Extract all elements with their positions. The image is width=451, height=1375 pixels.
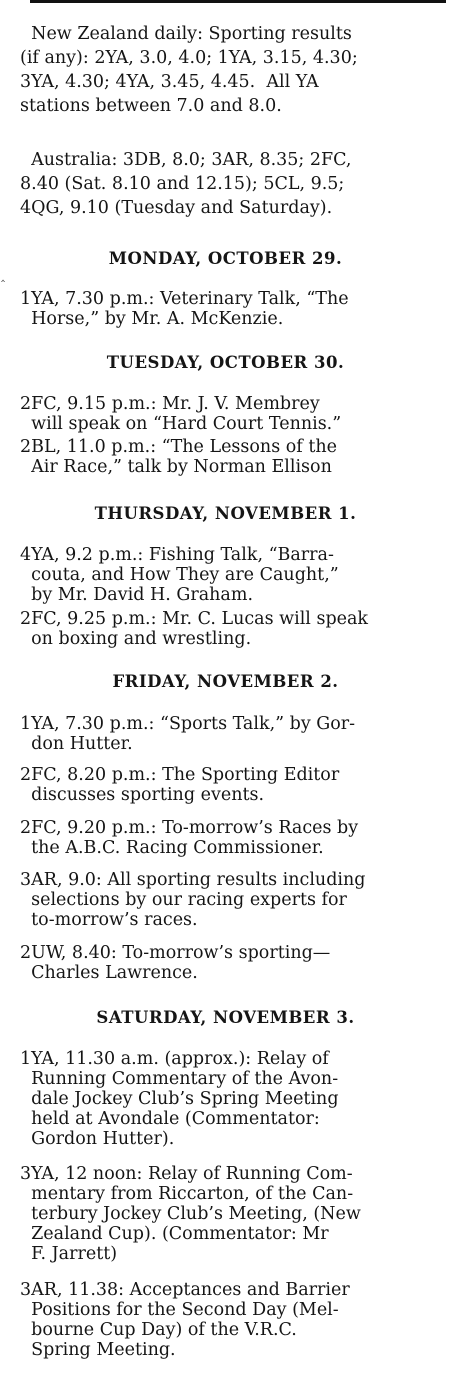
day-heading-saturday: SATURDAY, NOVEMBER 3.: [96, 1008, 355, 1027]
entry-thursday-1: 4YA, 9.2 p.m.: Fishing Talk, “Barra- couta, and How They are Caught,” by Mr. David H. Graham.: [20, 545, 339, 605]
top-rule: [30, 0, 446, 3]
entry-saturday-1: 1YA, 11.30 a.m. (approx.): Relay of Running Commentary of the Avon- dale Jockey Club’s Spring Meeting held at Avondale (Commentator: Gordon Hutter).: [20, 1049, 339, 1149]
entry-friday-1: 1YA, 7.30 p.m.: “Sports Talk,” by Gor- don Hutter.: [20, 714, 356, 754]
day-heading-friday: FRIDAY, NOVEMBER 2.: [112, 672, 339, 691]
margin-mark: ‸: [1, 268, 6, 282]
entry-friday-5: 2UW, 8.40: To-morrow’s sporting— Charles Lawrence.: [20, 943, 331, 983]
entry-saturday-2: 3YA, 12 noon: Relay of Running Com- mentary from Riccarton, of the Can- terbury Jockey Club’s Meeting, (New Zealand Cup). (Commentator: Mr F. Jarrett): [20, 1164, 361, 1264]
entry-friday-2: 2FC, 8.20 p.m.: The Sporting Editor discusses sporting events.: [20, 765, 340, 805]
intro-australia: Australia: 3DB, 8.0; 3AR, 8.35; 2FC, 8.40 (Sat. 8.10 and 12.15); 5CL, 9.5; 4QG, 9.10 (Tuesday and Saturday).: [20, 150, 352, 218]
entry-tuesday-2: 2BL, 11.0 p.m.: “The Lessons of the Air Race,” talk by Norman Ellison: [20, 437, 337, 477]
entry-thursday-2: 2FC, 9.25 p.m.: Mr. C. Lucas will speak on boxing and wrestling.: [20, 609, 369, 649]
entry-friday-4: 3AR, 9.0: All sporting results including selections by our racing experts for to-morrow’s races.: [20, 870, 366, 930]
entry-friday-3: 2FC, 9.20 p.m.: To-morrow’s Races by the A.B.C. Racing Commissioner.: [20, 818, 359, 858]
day-heading-tuesday: TUESDAY, OCTOBER 30.: [106, 353, 345, 372]
day-heading-monday: MONDAY, OCTOBER 29.: [108, 249, 343, 268]
intro-nz-daily: New Zealand daily: Sporting results (if any): 2YA, 3.0, 4.0; 1YA, 3.15, 4.30; 3YA, 4.30; 4YA, 3.45, 4.45. All YA stations between 7.0 and 8.0.: [20, 24, 358, 116]
day-heading-thursday: THURSDAY, NOVEMBER 1.: [94, 504, 357, 523]
entry-saturday-3: 3AR, 11.38: Acceptances and Barrier Positions for the Second Day (Mel- bourne Cup Day) of the V.R.C. Spring Meeting.: [20, 1280, 350, 1360]
entry-tuesday-1: 2FC, 9.15 p.m.: Mr. J. V. Membrey will speak on “Hard Court Tennis.”: [20, 394, 342, 434]
entry-monday-1: 1YA, 7.30 p.m.: Veterinary Talk, “The Horse,” by Mr. A. McKenzie.: [20, 289, 349, 329]
